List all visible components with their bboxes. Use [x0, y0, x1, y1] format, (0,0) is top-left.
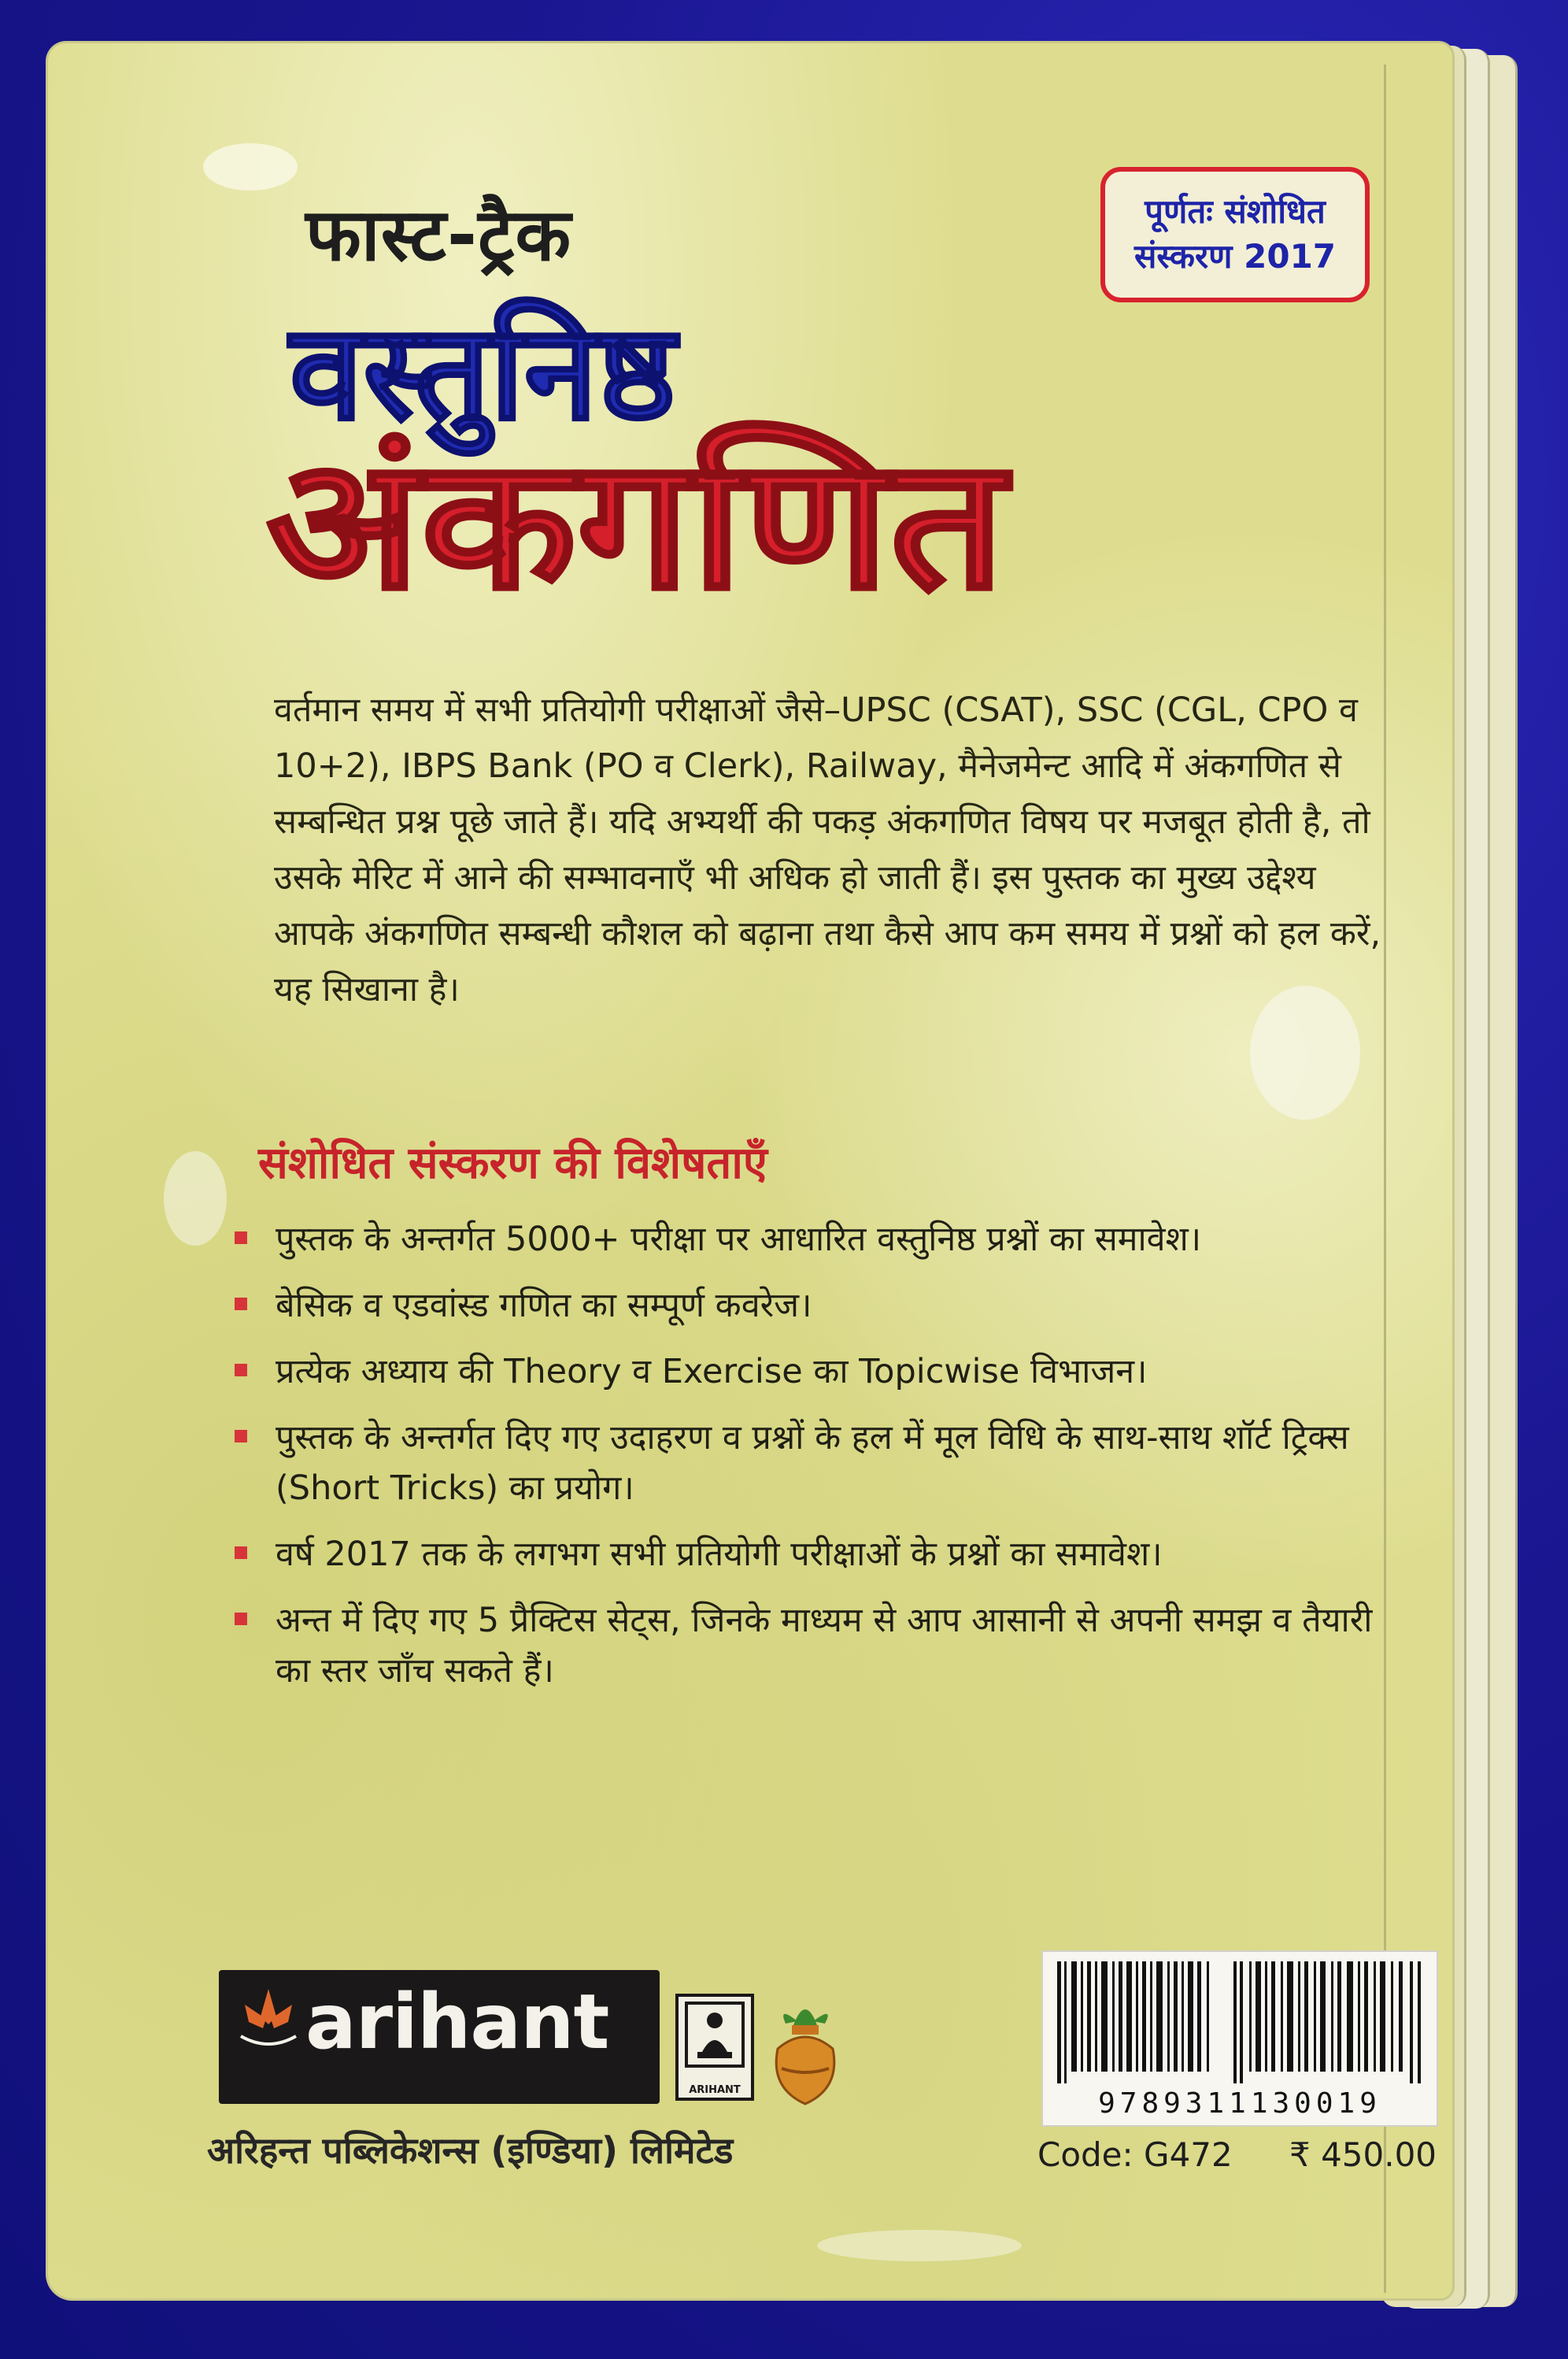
series-kicker: फास्ट-ट्रैक	[305, 193, 572, 277]
list-item	[235, 1214, 1400, 1265]
book-title-line2: अंकगणित	[266, 420, 1006, 630]
feature-text: अन्त में दिए गए 5 प्रैक्टिस सेट्स, जिनके माध्यम से आप आसानी से अपनी समझ व तैयारी का स्तर जाँच सकते हैं।	[276, 1601, 1373, 1691]
emblem-label: ARIHANT	[689, 2084, 741, 2096]
logo-wordmark: arihant	[305, 1978, 609, 2066]
feature-text: बेसिक व एडवांस्ड गणित का सम्पूर्ण कवरेज।	[276, 1286, 812, 1325]
publisher-name: अरिहन्त पब्लिकेशन्स (इण्डिया) लिमिटेड	[207, 2129, 734, 2172]
publisher-logo	[219, 1970, 660, 2104]
intro-paragraph: वर्तमान समय में सभी प्रतियोगी परीक्षाओं जैसे–UPSC (CSAT), SSC (CGL, CPO व 10+2), IBPS Bank (PO व Clerk), Railway, मैनेजमेन्ट आदि में अंकगणित से सम्बन्धित प्रश्न पूछे जाते हैं। यदि अभ्यर्थी की पकड़ अंकगणित विषय पर मजबूत होती है, तो उसके मेरिट में आने की सम्भावनाएँ भी अधिक हो जाती हैं। इस पुस्तक का मुख्य उद्देश्य आपके अंकगणित सम्बन्धी कौशल को बढ़ाना तथा कैसे आप कम समय में प्रश्नों को हल करें, यह सिखाना है।	[274, 691, 1381, 1009]
list-item	[235, 1346, 1400, 1397]
bullet-icon	[235, 1430, 247, 1442]
bullet-icon	[235, 1364, 247, 1376]
list-item	[235, 1595, 1400, 1696]
edition-badge-line2: संस्करण 2017	[1133, 237, 1337, 276]
barcode-bars	[1057, 1961, 1422, 2083]
feature-text: पुस्तक के अन्तर्गत 5000+ परीक्षा पर आधारित वस्तुनिष्ठ प्रश्नों का समावेश।	[276, 1220, 1202, 1259]
arihant-emblem	[675, 1994, 754, 2101]
features-list	[235, 1214, 1400, 1712]
product-code: Code: G472	[1037, 2135, 1233, 2174]
price: ₹ 450.00	[1289, 2135, 1437, 2174]
feature-text: पुस्तक के अन्तर्गत दिए गए उदाहरण व प्रश्नों के हल में मूल विधि के साथ-साथ शॉर्ट ट्रिक्स (Short Tricks) का प्रयोग।	[276, 1418, 1349, 1508]
edition-badge	[1100, 167, 1370, 302]
barcode-number: 9789311130019	[1098, 2087, 1381, 2120]
bullet-icon	[235, 1231, 247, 1244]
lotus-icon	[233, 1981, 304, 2052]
wear-mark	[203, 143, 298, 191]
list-item	[235, 1413, 1400, 1513]
isbn-barcode	[1041, 1950, 1438, 2127]
book-title-line1: वस्तुनिष्ठ	[290, 295, 676, 450]
meditating-figure-icon	[679, 1997, 751, 2076]
feature-text: वर्ष 2017 तक के लगभग सभी प्रतियोगी परीक्षाओं के प्रश्नों का समावेश।	[276, 1535, 1163, 1574]
wear-mark	[164, 1151, 227, 1246]
list-item	[235, 1280, 1400, 1331]
bullet-icon	[235, 1613, 247, 1625]
features-heading: संशोधित संस्करण की विशेषताएँ	[258, 1138, 767, 1189]
bullet-icon	[235, 1546, 247, 1559]
kalash-icon	[762, 1994, 849, 2112]
bullet-icon	[235, 1298, 247, 1310]
feature-text: प्रत्येक अध्याय की Theory व Exercise का Topicwise विभाजन।	[276, 1352, 1148, 1391]
wear-mark	[817, 2230, 1022, 2261]
list-item	[235, 1529, 1400, 1579]
edition-badge-line1: पूर्णतः संशोधित	[1145, 192, 1326, 231]
book-back-cover	[46, 41, 1455, 2301]
